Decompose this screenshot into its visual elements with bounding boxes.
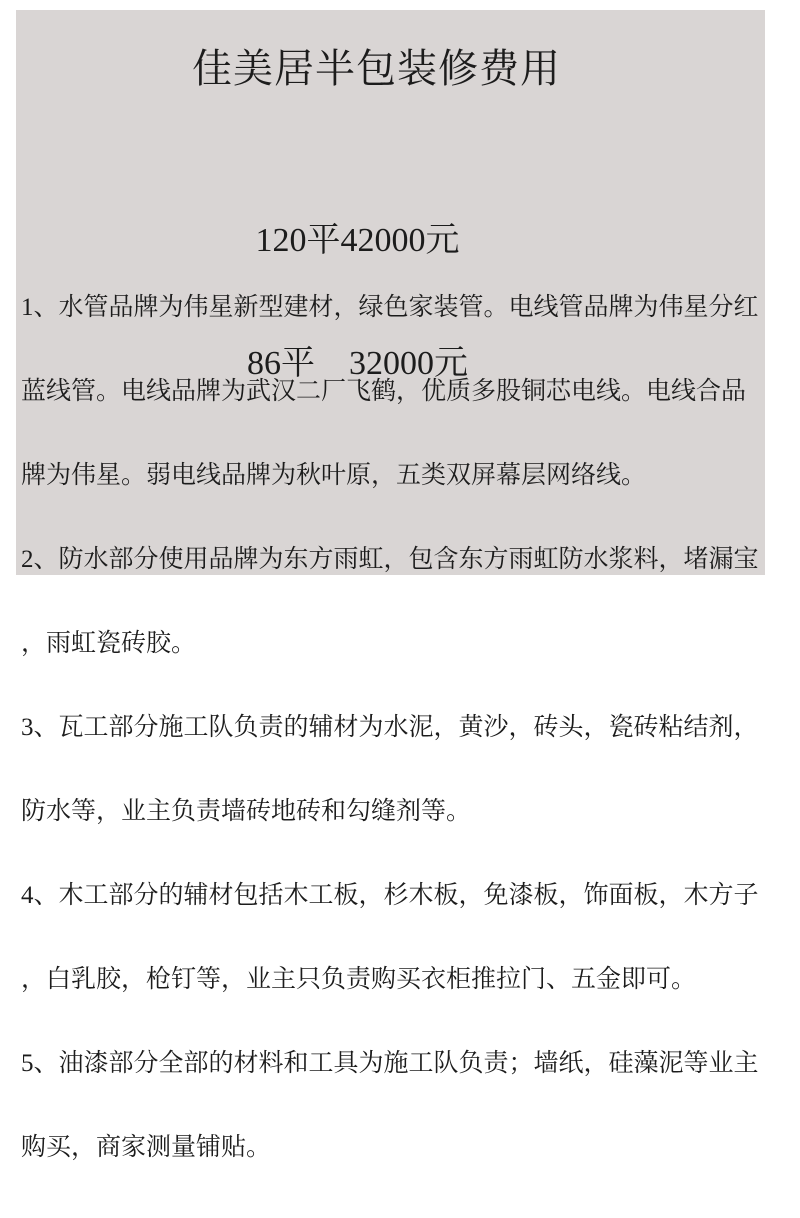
note-line: 蓝线管。电线品牌为武汉二厂飞鹤，优质多股铜芯电线。电线合品 (21, 378, 747, 405)
note-line: 购买，商家测量铺贴。 (21, 1134, 272, 1161)
note-line: 4、木工部分的辅材包括木工板，杉木板，免漆板，饰面板，木方子 (21, 882, 759, 909)
content-panel (16, 10, 765, 1161)
note-line: 防水等，业主负责墙砖地砖和勾缝剂等。 (21, 798, 472, 825)
note-line: 牌为伟星。弱电线品牌为秋叶原，五类双屏幕层网络线。 (21, 462, 647, 489)
notes-block (21, 238, 761, 1218)
price-line-120sqm: 120平42000元 (255, 222, 460, 259)
note-line: 2、防水部分使用品牌为东方雨虹，包含东方雨虹防水浆料，堵漏宝 (21, 546, 759, 573)
note-line: 3、瓦工部分施工队负责的辅材为水泥，黄沙，砖头，瓷砖粘结剂， (21, 714, 759, 741)
note-line: ，白乳胶，枪钉等，业主只负责购买衣柜推拉门、五金即可。 (21, 966, 697, 993)
note-line: 5、油漆部分全部的材料和工具为施工队负责；墙纸，硅藻泥等业主 (21, 1050, 759, 1077)
note-line: ，雨虹瓷砖胶。 (21, 630, 197, 657)
price-line-86sqm: 86平 32000元 (247, 345, 468, 382)
note-line: 1、水管品牌为伟星新型建材，绿色家装管。电线管品牌为伟星分红 (21, 294, 759, 321)
page-title: 佳美居半包装修费用 (192, 46, 561, 91)
